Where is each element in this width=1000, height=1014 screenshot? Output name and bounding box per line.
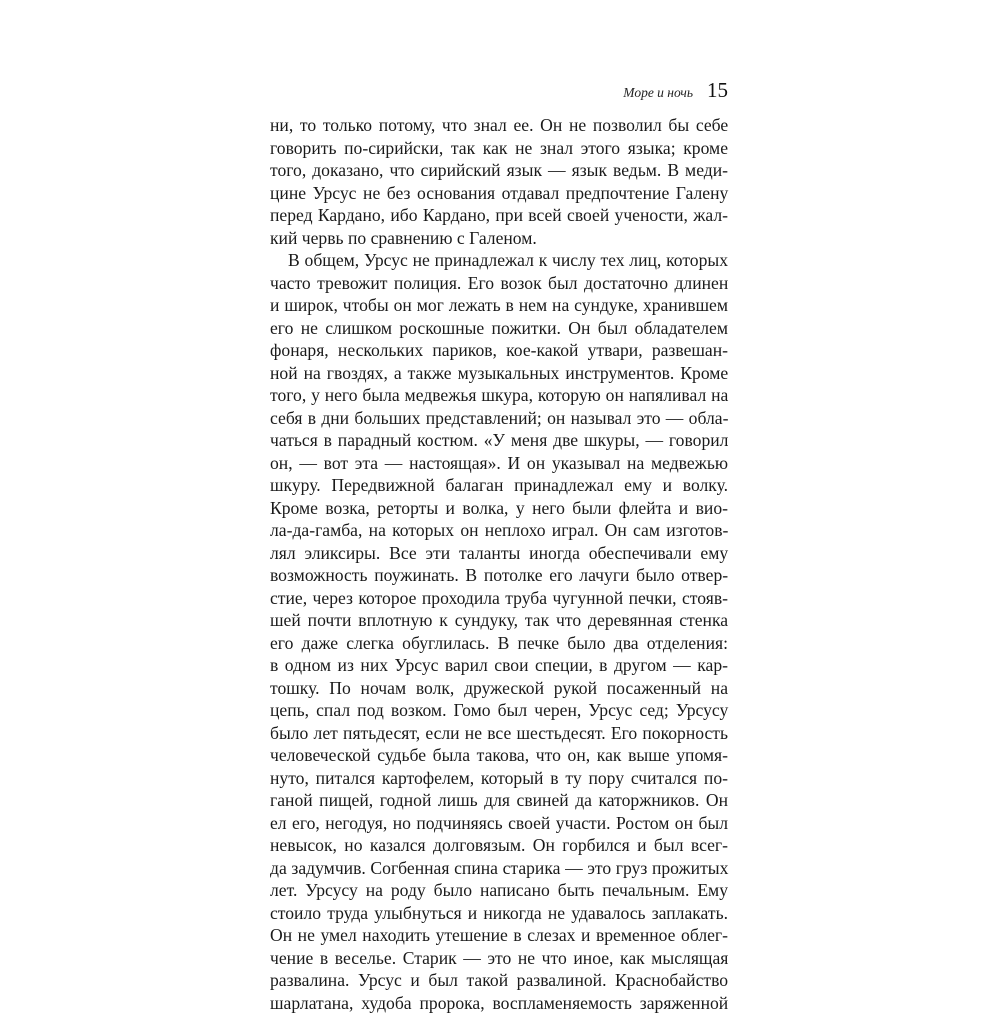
text-line: шкуру. Передвижной балаган принадлежал ему и волку. [270,474,728,497]
text-line: стие, через которое проходила труба чугунной печки, стояв- [270,587,728,610]
text-line: шей почти вплотную к сундуку, так что деревянная стенка [270,609,728,632]
text-line: да задумчив. Согбенная спина старика — это груз прожитых [270,857,728,880]
text-line: лял эликсиры. Все эти таланты иногда обеспечивали ему [270,542,728,565]
text-line: в одном из них Урсус варил свои специи, в другом — кар- [270,654,728,677]
text-line: было лет пятьдесят, если не все шестьдесят. Его покорность [270,722,728,745]
text-line: того, у него была медвежья шкура, которую он напяливал на [270,384,728,407]
text-line: ной на гвоздях, а также музыкальных инструментов. Кроме [270,362,728,385]
text-line: его не слишком роскошные пожитки. Он был обладателем [270,317,728,340]
text-line: Он не умел находить утешение в слезах и временное облег- [270,924,728,947]
text-line: шарлатана, худоба пророка, воспламеняемость заряженной [270,992,728,1014]
text-line: возможность поужинать. В потолке его лачуги было отвер- [270,564,728,587]
text-line: он, — вот эта — настоящая». И он указывал на медвежью [270,452,728,475]
text-line: нуто, питался картофелем, который в ту пору считался по- [270,767,728,790]
text-line: того, доказано, что сирийский язык — язык ведьм. В меди- [270,159,728,182]
running-head [270,78,728,108]
text-line: чение в веселье. Старик — это не что иное, как мыслящая [270,947,728,970]
text-line: Кроме возка, реторты и волка, у него были флейта и вио- [270,497,728,520]
text-line: чаться в парадный костюм. «У меня две шкуры, — говорил [270,429,728,452]
text-line: кий червь по сравнению с Галеном. [270,227,728,250]
text-line: лет. Урсусу на роду было написано быть печальным. Ему [270,879,728,902]
text-line: стоило труда улыбнуться и никогда не удавалось заплакать. [270,902,728,925]
text-line: и широк, чтобы он мог лежать в нем на сундуке, хранившем [270,294,728,317]
body-text [270,114,728,1014]
text-line: говорить по-сирийски, так как не знал этого языка; кроме [270,137,728,160]
text-line: перед Кардано, ибо Кардано, при всей своей учености, жал- [270,204,728,227]
text-line: цине Урсус не без основания отдавал предпочтение Галену [270,182,728,205]
text-line: его даже слегка обуглилась. В печке было два отделения: [270,632,728,655]
text-line: себя в дни больших представлений; он называл это — обла- [270,407,728,430]
page-number: 15 [707,78,728,103]
text-line: невысок, но казался долговязым. Он горбился и был всег- [270,834,728,857]
text-line: ел его, негодуя, но подчиняясь своей участи. Ростом он был [270,812,728,835]
text-line: ганой пищей, годной лишь для свиней да каторжников. Он [270,789,728,812]
text-line: часто тревожит полиция. Его возок был достаточно длинен [270,272,728,295]
text-line: человеческой судьбе была такова, что он, как выше упомя- [270,744,728,767]
text-line: тошку. По ночам волк, дружеской рукой посаженный на [270,677,728,700]
book-page [270,78,728,1014]
text-line: цепь, спал под возком. Гомо был черен, Урсус сед; Урсусу [270,699,728,722]
text-line: В общем, Урсус не принадлежал к числу тех лиц, которых [270,249,728,272]
text-line: ла-да-гамба, на которых он неплохо играл. Он сам изготов- [270,519,728,542]
text-line: фонаря, нескольких париков, кое-какой утвари, развешан- [270,339,728,362]
running-title: Море и ночь [623,85,693,101]
text-line: ни, то только потому, что знал ее. Он не позволил бы себе [270,114,728,137]
text-line: развалина. Урсус и был такой развалиной. Краснобайство [270,969,728,992]
